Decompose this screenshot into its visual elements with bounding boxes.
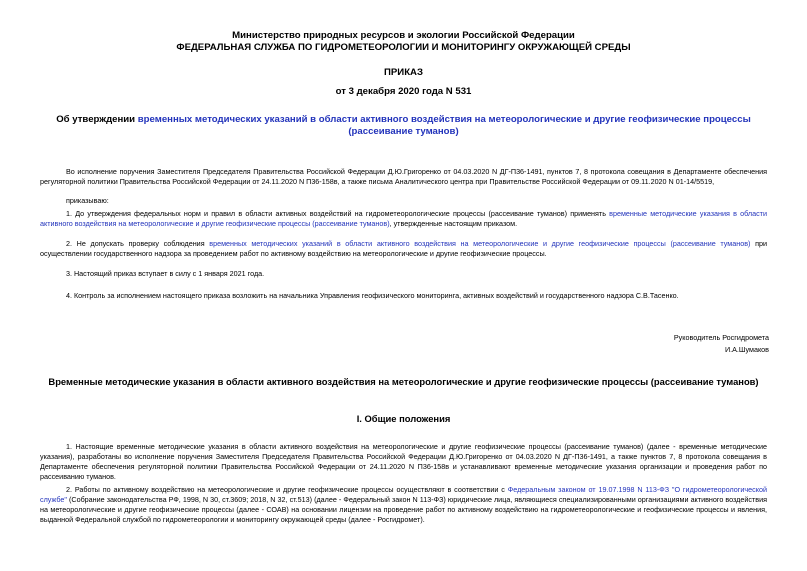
service-name: ФЕДЕРАЛЬНАЯ СЛУЖБА ПО ГИДРОМЕТЕОРОЛОГИИ И МОНИТОРИНГУ ОКРУЖАЮЩЕЙ СРЕДЫ: [176, 42, 631, 53]
document-type: ПРИКАЗ: [384, 67, 423, 78]
item2-text: 2. Не допускать проверку соблюдения: [66, 239, 210, 248]
federal-law-link[interactable]: Федеральным законом от 19.07.1998 N 113-ФЗ "О гидрометеорологической службе": [40, 485, 767, 504]
item2-link[interactable]: временных методических указаний в области активного воздействия на метеорологические и другие геофизические процессы (рассеивание туманов): [209, 239, 751, 248]
document-date-number: от 3 декабря 2020 года N 531: [335, 86, 472, 97]
item2-tail: при осуществлении государственного надзора за проведением работ по активному воздействию на метеорологические и другие геофизические процессы.: [40, 239, 767, 258]
order-item-4: 4. Контроль за исполнением настоящего приказа возложить на начальника Управления геофизического мониторинга, активных воздействий и государственного надзора С.В.Тасенко.: [66, 291, 679, 300]
order-item-1: [40, 209, 767, 229]
document-title: [40, 114, 767, 137]
item1-text: 1. До утверждения федеральных норм и правил в области активных воздействий на гидрометеорологические процессы (рассеивание туманов) применять: [66, 209, 610, 218]
annex-paragraph-2: [40, 485, 767, 525]
order-word: приказываю:: [66, 196, 109, 205]
annex-title: Временные методические указания в области активного воздействия на метеорологические и другие геофизические процессы (рассеивание туманов): [48, 376, 759, 387]
title-prefix: Об утверждении: [56, 114, 138, 125]
signature-name: И.А.Шумаков: [724, 345, 769, 354]
order-item-3: 3. Настоящий приказ вступает в силу с 1 января 2021 года.: [66, 269, 265, 278]
signature-position: Руководитель Росгидромета: [673, 333, 769, 342]
p2-text: 2. Работы по активному воздействию на метеорологические и другие геофизические процессы осуществляют в соответствии с: [66, 485, 508, 494]
order-item-2: [40, 239, 767, 259]
ministry-name: Министерство природных ресурсов и экологии Российской Федерации: [232, 30, 575, 41]
annex-paragraph-1: 1. Настоящие временные методические указания в области активного воздействия на метеорологические и другие геофизические процессы (рассеивание туманов) (далее - временные методические указания), разработаны во исполнение поручения Заместителя Председателя Правительства Российской Федерации Д.Ю.Григоренко от 04.03.2020 N ДГ-П36-1491, а также пунктов 7, 8 протокола совещания в Департаменте обеспечения регуляторной политики Правительства Российской Федерации от 24.11.2020 N П36-158в и устанавливают временные методические указания организации и проведения работ по рассеиванию туманов.: [40, 442, 767, 481]
intro-paragraph: Во исполнение поручения Заместителя Председателя Правительства Российской Федерации Д.Ю.Григоренко от 04.03.2020 N ДГ-П36-1491, пунктов 7, 8 протокола совещания в Департаменте обеспечения регуляторной политики Правительства Российской Федерации от 24.11.2020 N П36-158в, а также письма Аналитического центра при Правительстве Российской Федерации от 09.11.2020 N 01-14/5519,: [40, 167, 767, 186]
title-link[interactable]: временных методических указаний в области активного воздействия на метеорологические и другие геофизические процессы (рассеивание туманов): [137, 114, 751, 137]
p2-tail: (Собрание законодательства РФ, 1998, N 30, ст.3609; 2018, N 32, ст.513) (далее - Федеральный закон N 113-ФЗ) юридические лица, являющиеся специализированными организациями активного воздействия на метеорологические и другие геофизические процессы (далее - СОАВ) на основании лицензии на проведение работ по активному воздействию на гидрометеорологические и геофизические процессы и явления, выданной Федеральной службой по гидрометеорологии и мониторингу окружающей среды (далее - Росгидромет).: [40, 495, 767, 524]
item1-tail: , утвержденные настоящим приказом.: [389, 219, 518, 228]
section-1-title: I. Общие положения: [356, 413, 451, 424]
item1-link[interactable]: временные методические указания в области активного воздействия на метеорологические и другие геофизические процессы (рассеивание туманов): [40, 209, 767, 228]
